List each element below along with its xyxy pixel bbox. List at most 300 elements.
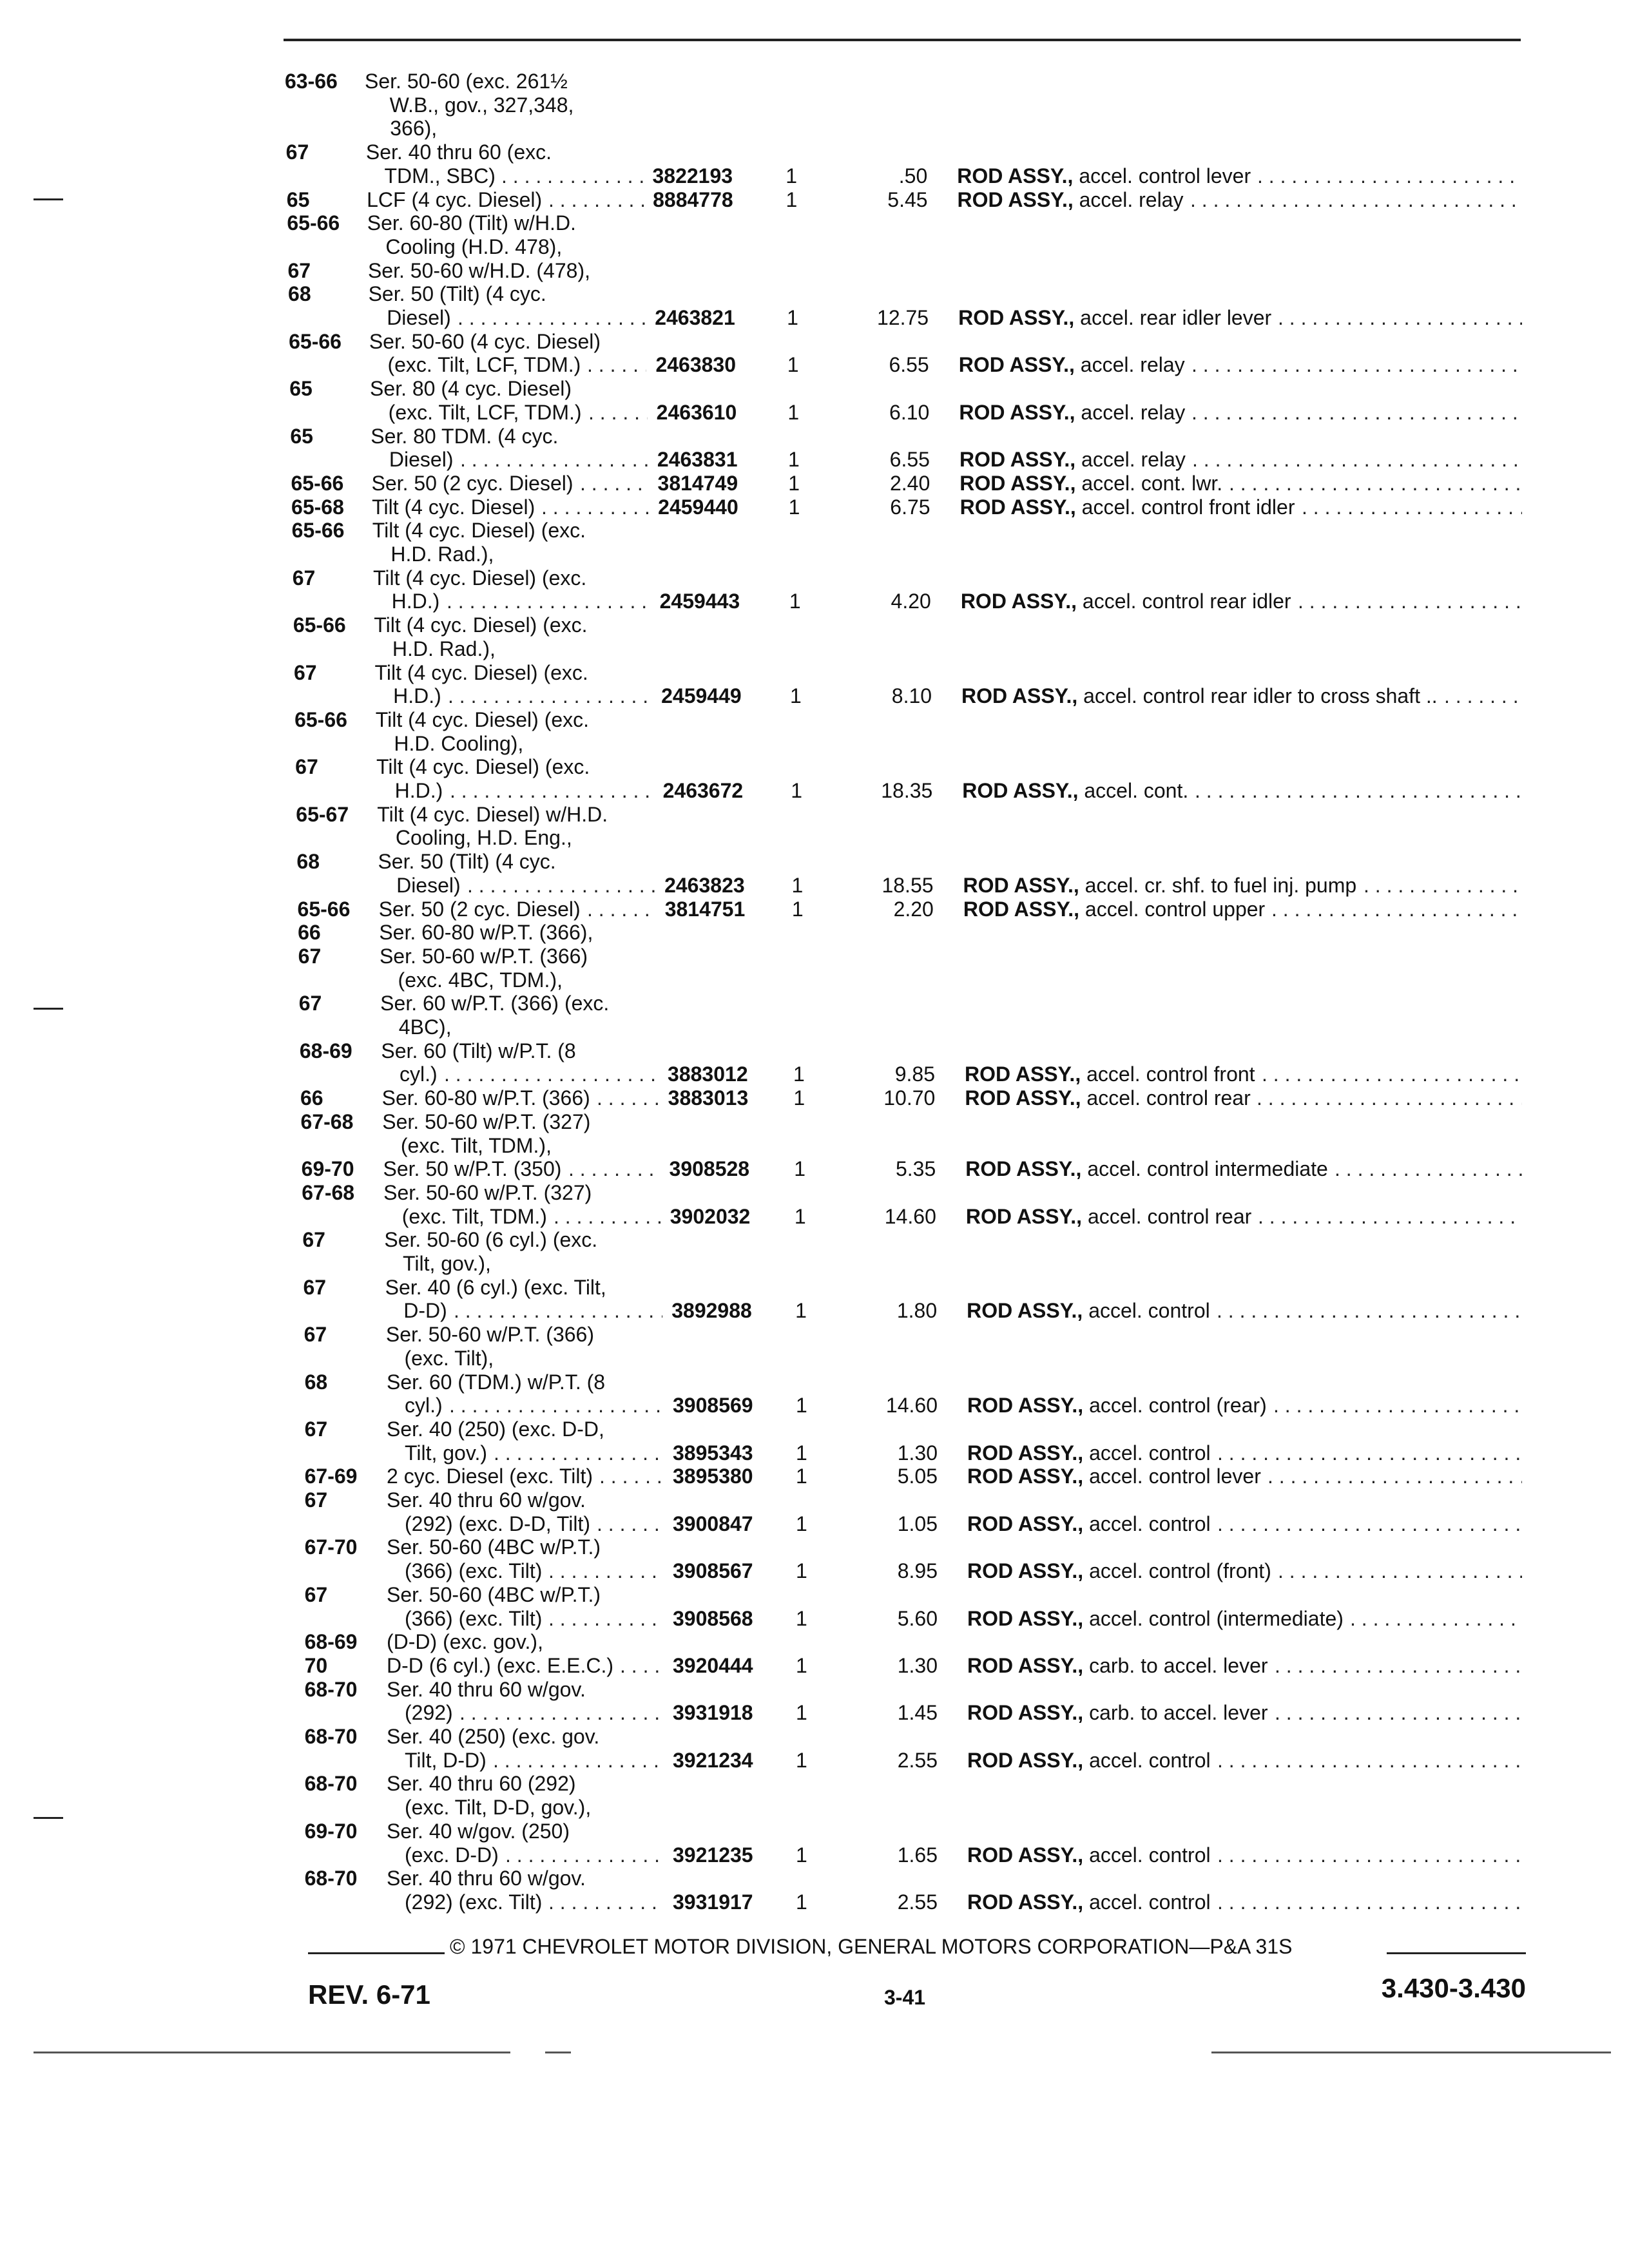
footer-rule-right bbox=[1387, 1952, 1526, 1954]
application-description: Ser. 40 (250) (exc. gov. bbox=[387, 1725, 600, 1748]
part-detail: accel. relay bbox=[1080, 353, 1185, 377]
leader-dots bbox=[454, 1299, 662, 1323]
part-number: 2463823 bbox=[664, 873, 745, 897]
listing-line bbox=[0, 1725, 1629, 1749]
quantity: 1 bbox=[795, 1299, 807, 1323]
application-description: Tilt, D-D) bbox=[405, 1748, 487, 1772]
leader-dots bbox=[620, 1654, 664, 1678]
leader-dots bbox=[467, 874, 655, 898]
application-description: Ser. 50 w/P.T. (350) bbox=[383, 1157, 562, 1181]
listing-line bbox=[0, 93, 1629, 117]
quantity: 1 bbox=[793, 1062, 805, 1086]
listing-line bbox=[0, 259, 1629, 283]
application-description: Ser. 50 (2 cyc. Diesel) bbox=[378, 897, 581, 921]
model-years: 65-66 bbox=[294, 707, 347, 731]
listing-line bbox=[0, 1820, 1629, 1843]
model-years: 70 bbox=[304, 1653, 328, 1677]
part-name bbox=[965, 1157, 1328, 1181]
footer-rule-left bbox=[308, 1952, 445, 1954]
listing-line bbox=[0, 472, 1629, 495]
part-number: 3908568 bbox=[673, 1606, 753, 1630]
application-description: Ser. 50-60 (6 cyl.) (exc. bbox=[384, 1228, 598, 1252]
leader-dots bbox=[1258, 1205, 1522, 1229]
model-years: 65 bbox=[286, 187, 310, 211]
leader-dots bbox=[1271, 898, 1522, 921]
listing-line bbox=[0, 1228, 1629, 1252]
listing-line bbox=[0, 1347, 1629, 1370]
model-years: 67 bbox=[292, 566, 316, 590]
model-years: 67 bbox=[293, 660, 317, 684]
listing-line bbox=[0, 1418, 1629, 1441]
part-name-label: ROD ASSY., bbox=[967, 1890, 1084, 1914]
quantity: 1 bbox=[789, 590, 801, 613]
listing-line bbox=[0, 140, 1629, 164]
listing-line bbox=[0, 519, 1629, 543]
part-number: 2459443 bbox=[659, 590, 740, 613]
part-name-label: ROD ASSY., bbox=[959, 495, 1076, 519]
application-description: H.D. Rad.), bbox=[392, 637, 496, 660]
model-years: 65 bbox=[289, 377, 313, 401]
listing-line bbox=[0, 1630, 1629, 1654]
part-name bbox=[967, 1843, 1211, 1867]
quantity: 1 bbox=[796, 1512, 807, 1535]
leader-dots bbox=[580, 472, 649, 495]
listing-line bbox=[0, 992, 1629, 1015]
listing-line bbox=[0, 1701, 1629, 1725]
application-description: Tilt, gov.), bbox=[403, 1252, 491, 1275]
model-years: 65-68 bbox=[291, 495, 344, 519]
leader-dots bbox=[597, 1512, 664, 1536]
application-description: H.D. Cooling), bbox=[394, 731, 524, 755]
part-name bbox=[967, 1607, 1344, 1631]
listing-line bbox=[0, 1796, 1629, 1820]
leader-dots bbox=[1302, 495, 1522, 519]
price: 6.55 bbox=[889, 448, 930, 472]
part-name bbox=[967, 1465, 1261, 1488]
quantity: 1 bbox=[787, 448, 800, 472]
price: 10.70 bbox=[883, 1086, 936, 1110]
application-description: Tilt (4 cyc. Diesel) (exc. bbox=[372, 519, 586, 543]
quantity: 1 bbox=[791, 873, 804, 897]
listing-line bbox=[0, 1086, 1629, 1110]
application-description: (366) (exc. Tilt) bbox=[405, 1559, 543, 1583]
listing-line bbox=[0, 945, 1629, 968]
part-detail: accel. control (rear) bbox=[1089, 1394, 1267, 1418]
leader-dots bbox=[1298, 590, 1522, 613]
model-years: 67 bbox=[285, 140, 309, 164]
price: 1.30 bbox=[897, 1653, 938, 1677]
application-description: cyl.) bbox=[400, 1062, 438, 1086]
model-years: 68-70 bbox=[304, 1725, 358, 1748]
leader-dots bbox=[1335, 1157, 1522, 1181]
part-detail: accel. control lever bbox=[1089, 1465, 1261, 1488]
quantity: 1 bbox=[787, 353, 799, 377]
part-number: 3902032 bbox=[670, 1204, 751, 1228]
application-description: Ser. 40 thru 60 w/gov. bbox=[387, 1677, 586, 1701]
part-detail: accel. control rear bbox=[1087, 1204, 1252, 1228]
listing-line bbox=[0, 495, 1629, 519]
listing-line bbox=[0, 1157, 1629, 1181]
part-name bbox=[967, 1512, 1211, 1536]
leader-dots bbox=[1191, 401, 1522, 425]
listing-line bbox=[0, 1488, 1629, 1512]
listing-line bbox=[0, 1394, 1629, 1418]
application-description: Ser. 60-80 w/P.T. (366) bbox=[381, 1086, 590, 1110]
leader-dots bbox=[1217, 1299, 1522, 1323]
part-detail: accel. control bbox=[1089, 1512, 1211, 1535]
model-years: 67 bbox=[298, 992, 322, 1015]
application-description: 2 cyc. Diesel (exc. Tilt) bbox=[387, 1465, 593, 1488]
quantity: 1 bbox=[786, 187, 798, 211]
part-name bbox=[963, 898, 1265, 921]
leader-dots bbox=[1275, 1654, 1522, 1678]
part-number: 8884778 bbox=[653, 187, 733, 211]
model-years: 67 bbox=[298, 944, 322, 968]
application-description: Ser. 60 (TDM.) w/P.T. (8 bbox=[387, 1370, 606, 1394]
application-description: H.D. Rad.), bbox=[390, 543, 494, 566]
model-years: 67 bbox=[304, 1323, 327, 1347]
listing-line bbox=[0, 70, 1629, 93]
model-years: 67-69 bbox=[304, 1465, 358, 1488]
leader-dots bbox=[450, 779, 654, 803]
part-detail: accel. control bbox=[1089, 1441, 1211, 1465]
model-years: 67-68 bbox=[302, 1180, 355, 1204]
copyright-notice: © 1971 CHEVROLET MOTOR DIVISION, GENERAL MOTORS CORPORATION—P&A 31S bbox=[450, 1935, 1293, 1958]
part-detail: accel. control bbox=[1089, 1843, 1211, 1867]
part-name-label: ROD ASSY., bbox=[965, 1204, 1083, 1228]
application-description: Ser. 80 TDM. (4 cyc. bbox=[371, 424, 559, 448]
application-description: Ser. 50-60 w/P.T. (366) bbox=[385, 1323, 594, 1347]
leader-dots bbox=[1350, 1607, 1522, 1631]
part-name-label: ROD ASSY., bbox=[967, 1441, 1084, 1465]
part-detail: accel. relay bbox=[1081, 448, 1186, 472]
listing-line bbox=[0, 637, 1629, 661]
model-years: 68-69 bbox=[299, 1039, 352, 1062]
quantity: 1 bbox=[796, 1653, 807, 1677]
price: 1.80 bbox=[896, 1299, 938, 1323]
leader-dots bbox=[459, 1701, 664, 1725]
application-description: (exc. Tilt, LCF, TDM.) bbox=[387, 353, 581, 377]
part-number: 3908528 bbox=[669, 1157, 750, 1181]
listing-line bbox=[0, 590, 1629, 613]
part-number: 2459449 bbox=[661, 684, 742, 708]
part-name bbox=[962, 779, 1188, 803]
part-detail: accel. control lever bbox=[1079, 164, 1251, 187]
part-name-label: ROD ASSY., bbox=[967, 1701, 1084, 1725]
quantity: 1 bbox=[793, 1086, 805, 1110]
application-description: Ser. 40 thru 60 (292) bbox=[387, 1772, 576, 1796]
part-name-label: ROD ASSY., bbox=[958, 306, 1075, 329]
leader-dots bbox=[599, 1465, 664, 1488]
quantity: 1 bbox=[796, 1890, 807, 1914]
listing-line bbox=[0, 1181, 1629, 1205]
part-name-label: ROD ASSY., bbox=[963, 873, 1079, 897]
leader-dots bbox=[1217, 1749, 1522, 1773]
part-number: 3921235 bbox=[673, 1843, 753, 1867]
application-description: Ser. 50 (Tilt) (4 cyc. bbox=[378, 850, 556, 874]
quantity: 1 bbox=[796, 1701, 807, 1725]
listing-line bbox=[0, 1867, 1629, 1890]
leader-dots bbox=[1262, 1062, 1522, 1086]
listing-line bbox=[0, 1843, 1629, 1867]
listing-line bbox=[0, 1678, 1629, 1702]
part-name-label: ROD ASSY., bbox=[961, 684, 1078, 708]
part-name-label: ROD ASSY., bbox=[960, 590, 1077, 613]
leader-dots bbox=[548, 1890, 664, 1914]
part-detail: accel. cr. shf. to fuel inj. pump bbox=[1084, 873, 1357, 897]
model-years: 65-66 bbox=[291, 471, 344, 495]
application-description: (exc. Tilt), bbox=[404, 1346, 494, 1370]
part-detail: accel. control bbox=[1088, 1299, 1210, 1323]
part-detail: carb. to accel. lever bbox=[1089, 1653, 1268, 1677]
application-description: Ser. 40 thru 60 w/gov. bbox=[387, 1867, 586, 1890]
listing-line bbox=[0, 1535, 1629, 1559]
application-description: Ser. 40 w/gov. (250) bbox=[387, 1819, 570, 1843]
application-description: (292) bbox=[405, 1701, 453, 1725]
part-name bbox=[967, 1890, 1211, 1914]
part-name-label: ROD ASSY., bbox=[967, 1748, 1084, 1772]
price: 4.20 bbox=[891, 590, 931, 613]
leader-dots bbox=[505, 1843, 664, 1867]
quantity: 1 bbox=[796, 1465, 807, 1488]
part-name bbox=[967, 1749, 1211, 1773]
part-name-label: ROD ASSY., bbox=[957, 164, 1074, 187]
part-name bbox=[966, 1205, 1251, 1229]
model-years: 65-66 bbox=[293, 613, 346, 637]
application-description: 4BC), bbox=[398, 1015, 452, 1039]
part-name-label: ROD ASSY., bbox=[962, 779, 1079, 802]
leader-dots bbox=[1278, 1559, 1522, 1583]
price: 6.10 bbox=[889, 400, 930, 424]
price: 2.40 bbox=[889, 471, 930, 495]
part-name bbox=[965, 1086, 1250, 1110]
leader-dots bbox=[1364, 874, 1522, 898]
part-name bbox=[957, 164, 1251, 188]
leader-dots bbox=[588, 401, 648, 425]
application-description: (exc. Tilt, LCF, TDM.) bbox=[388, 400, 582, 424]
listing-line bbox=[0, 1134, 1629, 1158]
part-name-label: ROD ASSY., bbox=[959, 448, 1076, 472]
part-number: 3814749 bbox=[657, 471, 738, 495]
price: 14.60 bbox=[885, 1394, 938, 1418]
listing-line bbox=[0, 235, 1629, 259]
part-name-label: ROD ASSY., bbox=[967, 1559, 1084, 1583]
application-description: Ser. 50-60 (4 cyc. Diesel) bbox=[369, 329, 601, 353]
bottom-rule bbox=[34, 2052, 510, 2053]
model-years: 67-68 bbox=[300, 1110, 354, 1133]
price: 18.55 bbox=[882, 873, 934, 897]
part-number: 3931918 bbox=[673, 1701, 753, 1725]
application-description: (292) (exc. D-D, Tilt) bbox=[405, 1512, 591, 1535]
leader-dots bbox=[1192, 448, 1522, 472]
model-years: 68 bbox=[296, 850, 320, 874]
part-name-label: ROD ASSY., bbox=[959, 400, 1075, 424]
part-detail: accel. control intermediate bbox=[1087, 1157, 1328, 1181]
quantity: 1 bbox=[786, 164, 798, 187]
application-description: (exc. Tilt, TDM.), bbox=[400, 1133, 552, 1157]
part-detail: accel. control bbox=[1089, 1890, 1211, 1914]
price: 1.45 bbox=[897, 1701, 938, 1725]
application-description: W.B., gov., 327,348, bbox=[389, 93, 574, 117]
price: 5.05 bbox=[897, 1465, 938, 1488]
listing-line bbox=[0, 826, 1629, 850]
leader-dots bbox=[568, 1157, 660, 1181]
part-number: 2463821 bbox=[655, 306, 735, 329]
price: 12.75 bbox=[877, 306, 929, 329]
part-name-label: ROD ASSY., bbox=[967, 1465, 1084, 1488]
listing-line bbox=[0, 117, 1629, 140]
application-description: H.D.) bbox=[391, 590, 440, 613]
listing-line bbox=[0, 1062, 1629, 1086]
model-years: 68-70 bbox=[304, 1772, 358, 1796]
application-description: D-D) bbox=[403, 1299, 447, 1323]
model-years: 65 bbox=[290, 424, 313, 448]
price: 6.55 bbox=[889, 353, 929, 377]
price: .50 bbox=[898, 164, 928, 187]
model-years: 66 bbox=[298, 921, 321, 945]
leader-dots bbox=[597, 1086, 659, 1110]
leader-dots bbox=[1275, 1701, 1522, 1725]
listing-line bbox=[0, 1110, 1629, 1134]
price: 2.20 bbox=[893, 897, 934, 921]
leader-dots bbox=[501, 164, 643, 188]
part-name-label: ROD ASSY., bbox=[965, 1062, 1081, 1086]
model-years: 69-70 bbox=[304, 1819, 358, 1843]
quantity: 1 bbox=[790, 684, 802, 708]
quantity: 1 bbox=[796, 1843, 807, 1867]
part-number: 3931917 bbox=[673, 1890, 753, 1914]
listing-line bbox=[0, 1205, 1629, 1229]
leader-dots bbox=[1195, 779, 1522, 803]
model-years: 67 bbox=[304, 1582, 328, 1606]
part-number: 3908569 bbox=[673, 1394, 753, 1418]
listing-line bbox=[0, 661, 1629, 685]
leader-dots bbox=[587, 353, 646, 377]
listing-line bbox=[0, 282, 1629, 306]
part-name-label: ROD ASSY., bbox=[967, 1512, 1084, 1535]
part-detail: accel. relay bbox=[1079, 187, 1184, 211]
price: 5.60 bbox=[897, 1606, 938, 1630]
application-description: Ser. 40 thru 60 w/gov. bbox=[387, 1488, 586, 1512]
application-description: (exc. 4BC, TDM.), bbox=[398, 968, 563, 992]
listing-line bbox=[0, 684, 1629, 708]
part-name bbox=[963, 874, 1357, 898]
listing-line bbox=[0, 448, 1629, 472]
leader-dots bbox=[548, 1559, 664, 1583]
price: 8.95 bbox=[897, 1559, 938, 1583]
application-description: Diesel) bbox=[389, 448, 454, 472]
application-description: (D-D) (exc. gov.), bbox=[387, 1630, 543, 1654]
leader-dots bbox=[1217, 1890, 1522, 1914]
part-name-label: ROD ASSY., bbox=[957, 187, 1074, 211]
model-years: 65-67 bbox=[296, 802, 349, 826]
application-description: Cooling, H.D. Eng., bbox=[395, 826, 572, 850]
application-description: (366) (exc. Tilt) bbox=[405, 1606, 543, 1630]
part-number: 3814751 bbox=[664, 897, 746, 921]
page-number: 3-41 bbox=[884, 1986, 926, 2009]
listing-line bbox=[0, 1583, 1629, 1607]
part-number: 3883012 bbox=[668, 1062, 748, 1086]
application-description: Tilt (4 cyc. Diesel) (exc. bbox=[375, 707, 590, 731]
quantity: 1 bbox=[791, 897, 804, 921]
model-years: 67-70 bbox=[304, 1535, 358, 1559]
quantity: 1 bbox=[796, 1441, 807, 1465]
part-name bbox=[967, 1559, 1271, 1583]
leader-dots bbox=[449, 1394, 664, 1418]
part-detail: accel. control front idler bbox=[1081, 495, 1295, 519]
price: 5.45 bbox=[887, 187, 928, 211]
quantity: 1 bbox=[791, 779, 803, 802]
price: 2.55 bbox=[897, 1890, 938, 1914]
model-years: 68-70 bbox=[304, 1867, 358, 1890]
part-detail: accel. control (intermediate) bbox=[1089, 1606, 1344, 1630]
leader-dots bbox=[1217, 1843, 1522, 1867]
listing-line bbox=[0, 1039, 1629, 1063]
part-name bbox=[961, 684, 1438, 708]
part-name-label: ROD ASSY., bbox=[965, 1086, 1081, 1110]
quantity: 1 bbox=[788, 495, 800, 519]
part-number: 2459440 bbox=[658, 495, 738, 519]
listing-line bbox=[0, 779, 1629, 803]
part-detail: accel. control rear idler to cross shaft .. bbox=[1083, 684, 1438, 708]
application-description: D-D (6 cyl.) (exc. E.E.C.) bbox=[387, 1653, 614, 1677]
part-detail: accel. control upper bbox=[1084, 897, 1266, 921]
application-description: Ser. 60-80 w/P.T. (366), bbox=[379, 921, 593, 945]
listing-line bbox=[0, 1323, 1629, 1347]
quantity: 1 bbox=[796, 1606, 807, 1630]
listing-line bbox=[0, 306, 1629, 330]
part-number: 3908567 bbox=[673, 1559, 753, 1583]
quantity: 1 bbox=[794, 1157, 806, 1181]
application-description: Tilt (4 cyc. Diesel) (exc. bbox=[376, 755, 590, 779]
application-description: Ser. 50-60 (4BC w/P.T.) bbox=[387, 1582, 601, 1606]
model-years: 68 bbox=[304, 1370, 328, 1394]
listing-line bbox=[0, 1512, 1629, 1536]
listing-line bbox=[0, 401, 1629, 425]
part-number: 3895380 bbox=[673, 1465, 753, 1488]
model-years: 67 bbox=[303, 1275, 327, 1299]
leader-dots bbox=[1444, 684, 1522, 708]
quantity: 1 bbox=[796, 1559, 807, 1583]
listing-line bbox=[0, 211, 1629, 235]
part-name bbox=[960, 495, 1295, 519]
leader-dots bbox=[1268, 1465, 1522, 1488]
application-description: Diesel) bbox=[387, 306, 451, 329]
application-description: Tilt (4 cyc. Diesel) bbox=[372, 495, 535, 519]
listing-line bbox=[0, 1654, 1629, 1678]
price: 8.10 bbox=[891, 684, 932, 708]
model-years: 63-66 bbox=[285, 70, 338, 93]
application-description: Ser. 50-60 (4BC w/P.T.) bbox=[387, 1535, 601, 1559]
model-years: 65-66 bbox=[287, 211, 340, 235]
leader-dots bbox=[1229, 472, 1522, 495]
leader-dots bbox=[1191, 353, 1522, 377]
leader-dots bbox=[1190, 188, 1522, 212]
leader-dots bbox=[448, 684, 652, 708]
model-years: 65-66 bbox=[289, 329, 342, 353]
bottom-rule bbox=[545, 2052, 571, 2053]
price: 2.55 bbox=[897, 1748, 938, 1772]
application-description: Ser. 40 (6 cyl.) (exc. Tilt, bbox=[385, 1275, 606, 1299]
application-description: Tilt (4 cyc. Diesel) w/H.D. bbox=[377, 802, 608, 826]
price: 6.75 bbox=[890, 495, 930, 519]
listing-line bbox=[0, 1607, 1629, 1631]
listing-line bbox=[0, 708, 1629, 732]
model-years: 68-70 bbox=[304, 1677, 358, 1701]
application-description: Cooling (H.D. 478), bbox=[385, 235, 563, 258]
leader-dots bbox=[1217, 1441, 1522, 1465]
part-number: 3920444 bbox=[673, 1653, 753, 1677]
